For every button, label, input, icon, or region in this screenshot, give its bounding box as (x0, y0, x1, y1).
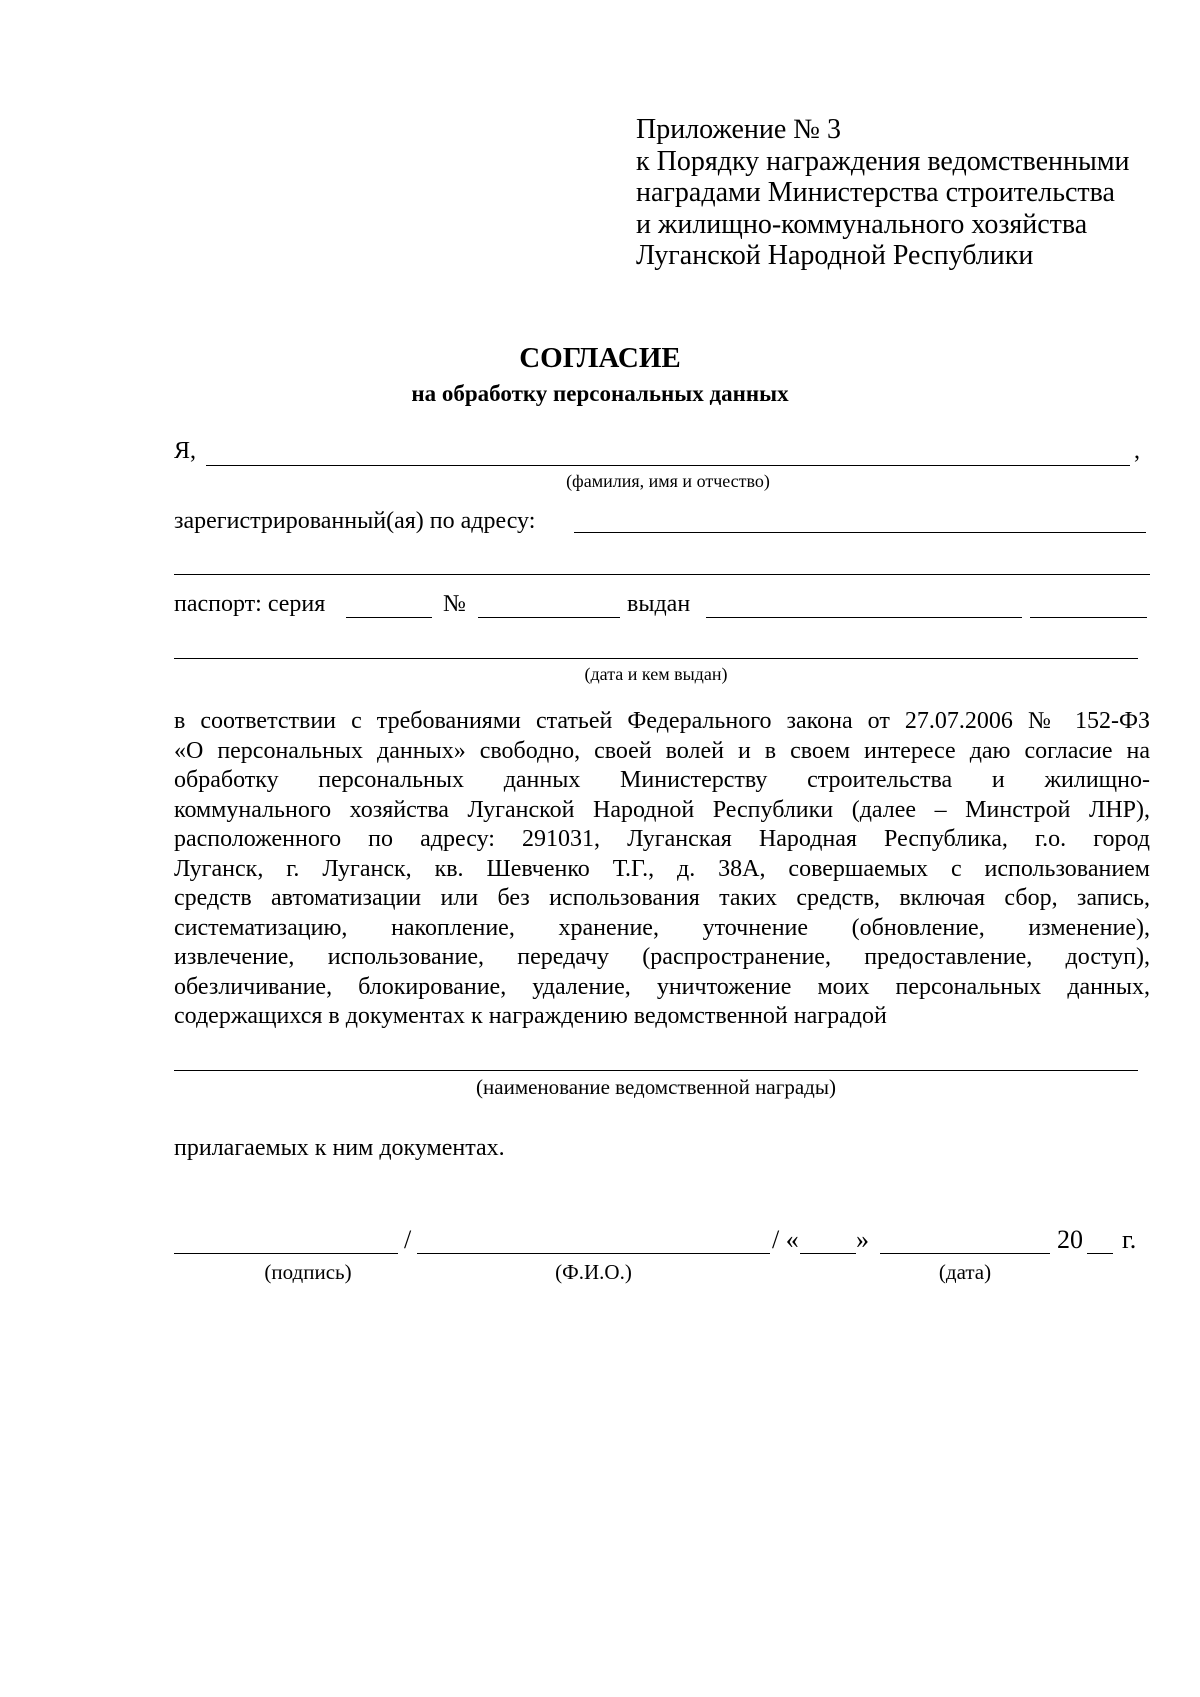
appendix-block (636, 114, 1156, 272)
address-label: зарегистрированный(ая) по адресу: (174, 508, 536, 534)
appendix-line: Луганской Народной Республики (636, 240, 1034, 271)
paragraph-line: средств автоматизации или без использования таких средств, включая сбор, запись, (174, 885, 1150, 911)
date-caption: (дата) (938, 1260, 992, 1284)
issued-caption: (дата и кем выдан) (584, 664, 728, 684)
year-suffix: г. (1122, 1225, 1137, 1254)
paragraph-line: обработку персональных данных Министерству строительства и жилищно- (174, 767, 1150, 793)
passport-series-line[interactable] (346, 617, 432, 618)
paragraph-line: в соответствии с требованиями статьей Федерального закона от 27.07.2006 № 152-ФЗ (174, 708, 1150, 734)
date-day-line[interactable] (800, 1253, 856, 1254)
ya-label: Я, (174, 438, 197, 464)
signature-line[interactable] (174, 1253, 398, 1254)
document-title: СОГЛАСИЕ (519, 342, 681, 374)
fio-caption: (фамилия, имя и отчество) (566, 471, 770, 491)
date-year-line[interactable] (1087, 1253, 1113, 1254)
appendix-line: и жилищно-коммунального хозяйства (636, 208, 1088, 240)
paragraph-line: расположенного по адресу: 291031, Луганская Народная Республика, г.о. город (174, 826, 1150, 852)
paragraph-line: систематизацию, накопление, хранение, уточнение (обновление, изменение), (174, 914, 1150, 941)
year-prefix: 20 (1057, 1225, 1083, 1254)
date-open-quote: / « (772, 1225, 799, 1254)
paragraph-line: обезличивание, блокирование, удаление, уничтожение моих персональных данных, (174, 973, 1150, 1000)
attached-docs-text: прилагаемых к ним документах. (174, 1135, 505, 1161)
issued-field-line-3[interactable] (174, 658, 1138, 659)
fio-field-line[interactable] (206, 465, 1130, 466)
ya-comma: , (1134, 438, 1140, 464)
issued-field-line[interactable] (706, 617, 1022, 618)
fio-signature-caption: (Ф.И.О.) (555, 1260, 632, 1284)
date-month-line[interactable] (880, 1253, 1050, 1254)
date-close-quote: » (856, 1225, 869, 1254)
paragraph-line: содержащихся в документах к награждению ведомственной наградой (174, 1003, 887, 1029)
consent-paragraph (174, 707, 1150, 1032)
paragraph-line: извлечение, использование, передачу (распространение, предоставление, доступ), (174, 944, 1150, 970)
paragraph-line: коммунального хозяйства Луганской Народной Республики (далее – Минстрой ЛНР), (174, 796, 1150, 823)
appendix-line: Приложение № 3 (636, 114, 841, 145)
address-field-line-2[interactable] (174, 574, 1150, 575)
document-subtitle: на обработку персональных данных (411, 381, 789, 406)
address-field-line[interactable] (574, 532, 1146, 533)
paragraph-line: «О персональных данных» свободно, своей волей и в своем интересе даю согласие на (174, 737, 1150, 764)
award-name-line[interactable] (174, 1070, 1138, 1071)
signature-fio-line[interactable] (417, 1253, 770, 1254)
appendix-line: наградами Министерства строительства (636, 177, 1115, 208)
issued-label: выдан (627, 591, 691, 617)
appendix-line: к Порядку награждения ведомственными (636, 145, 1130, 177)
paragraph-line: Луганск, г. Луганск, кв. Шевченко Т.Г., д. 38А, совершаемых с использованием (174, 855, 1150, 882)
award-caption: (наименование ведомственной награды) (476, 1075, 836, 1099)
issued-field-line-2[interactable] (1030, 617, 1147, 618)
passport-number-label: № (443, 591, 466, 617)
signature-caption: (подпись) (264, 1260, 352, 1284)
signature-slash: / (404, 1225, 412, 1254)
passport-number-line[interactable] (478, 617, 620, 618)
passport-series-label: паспорт: серия (174, 591, 326, 617)
